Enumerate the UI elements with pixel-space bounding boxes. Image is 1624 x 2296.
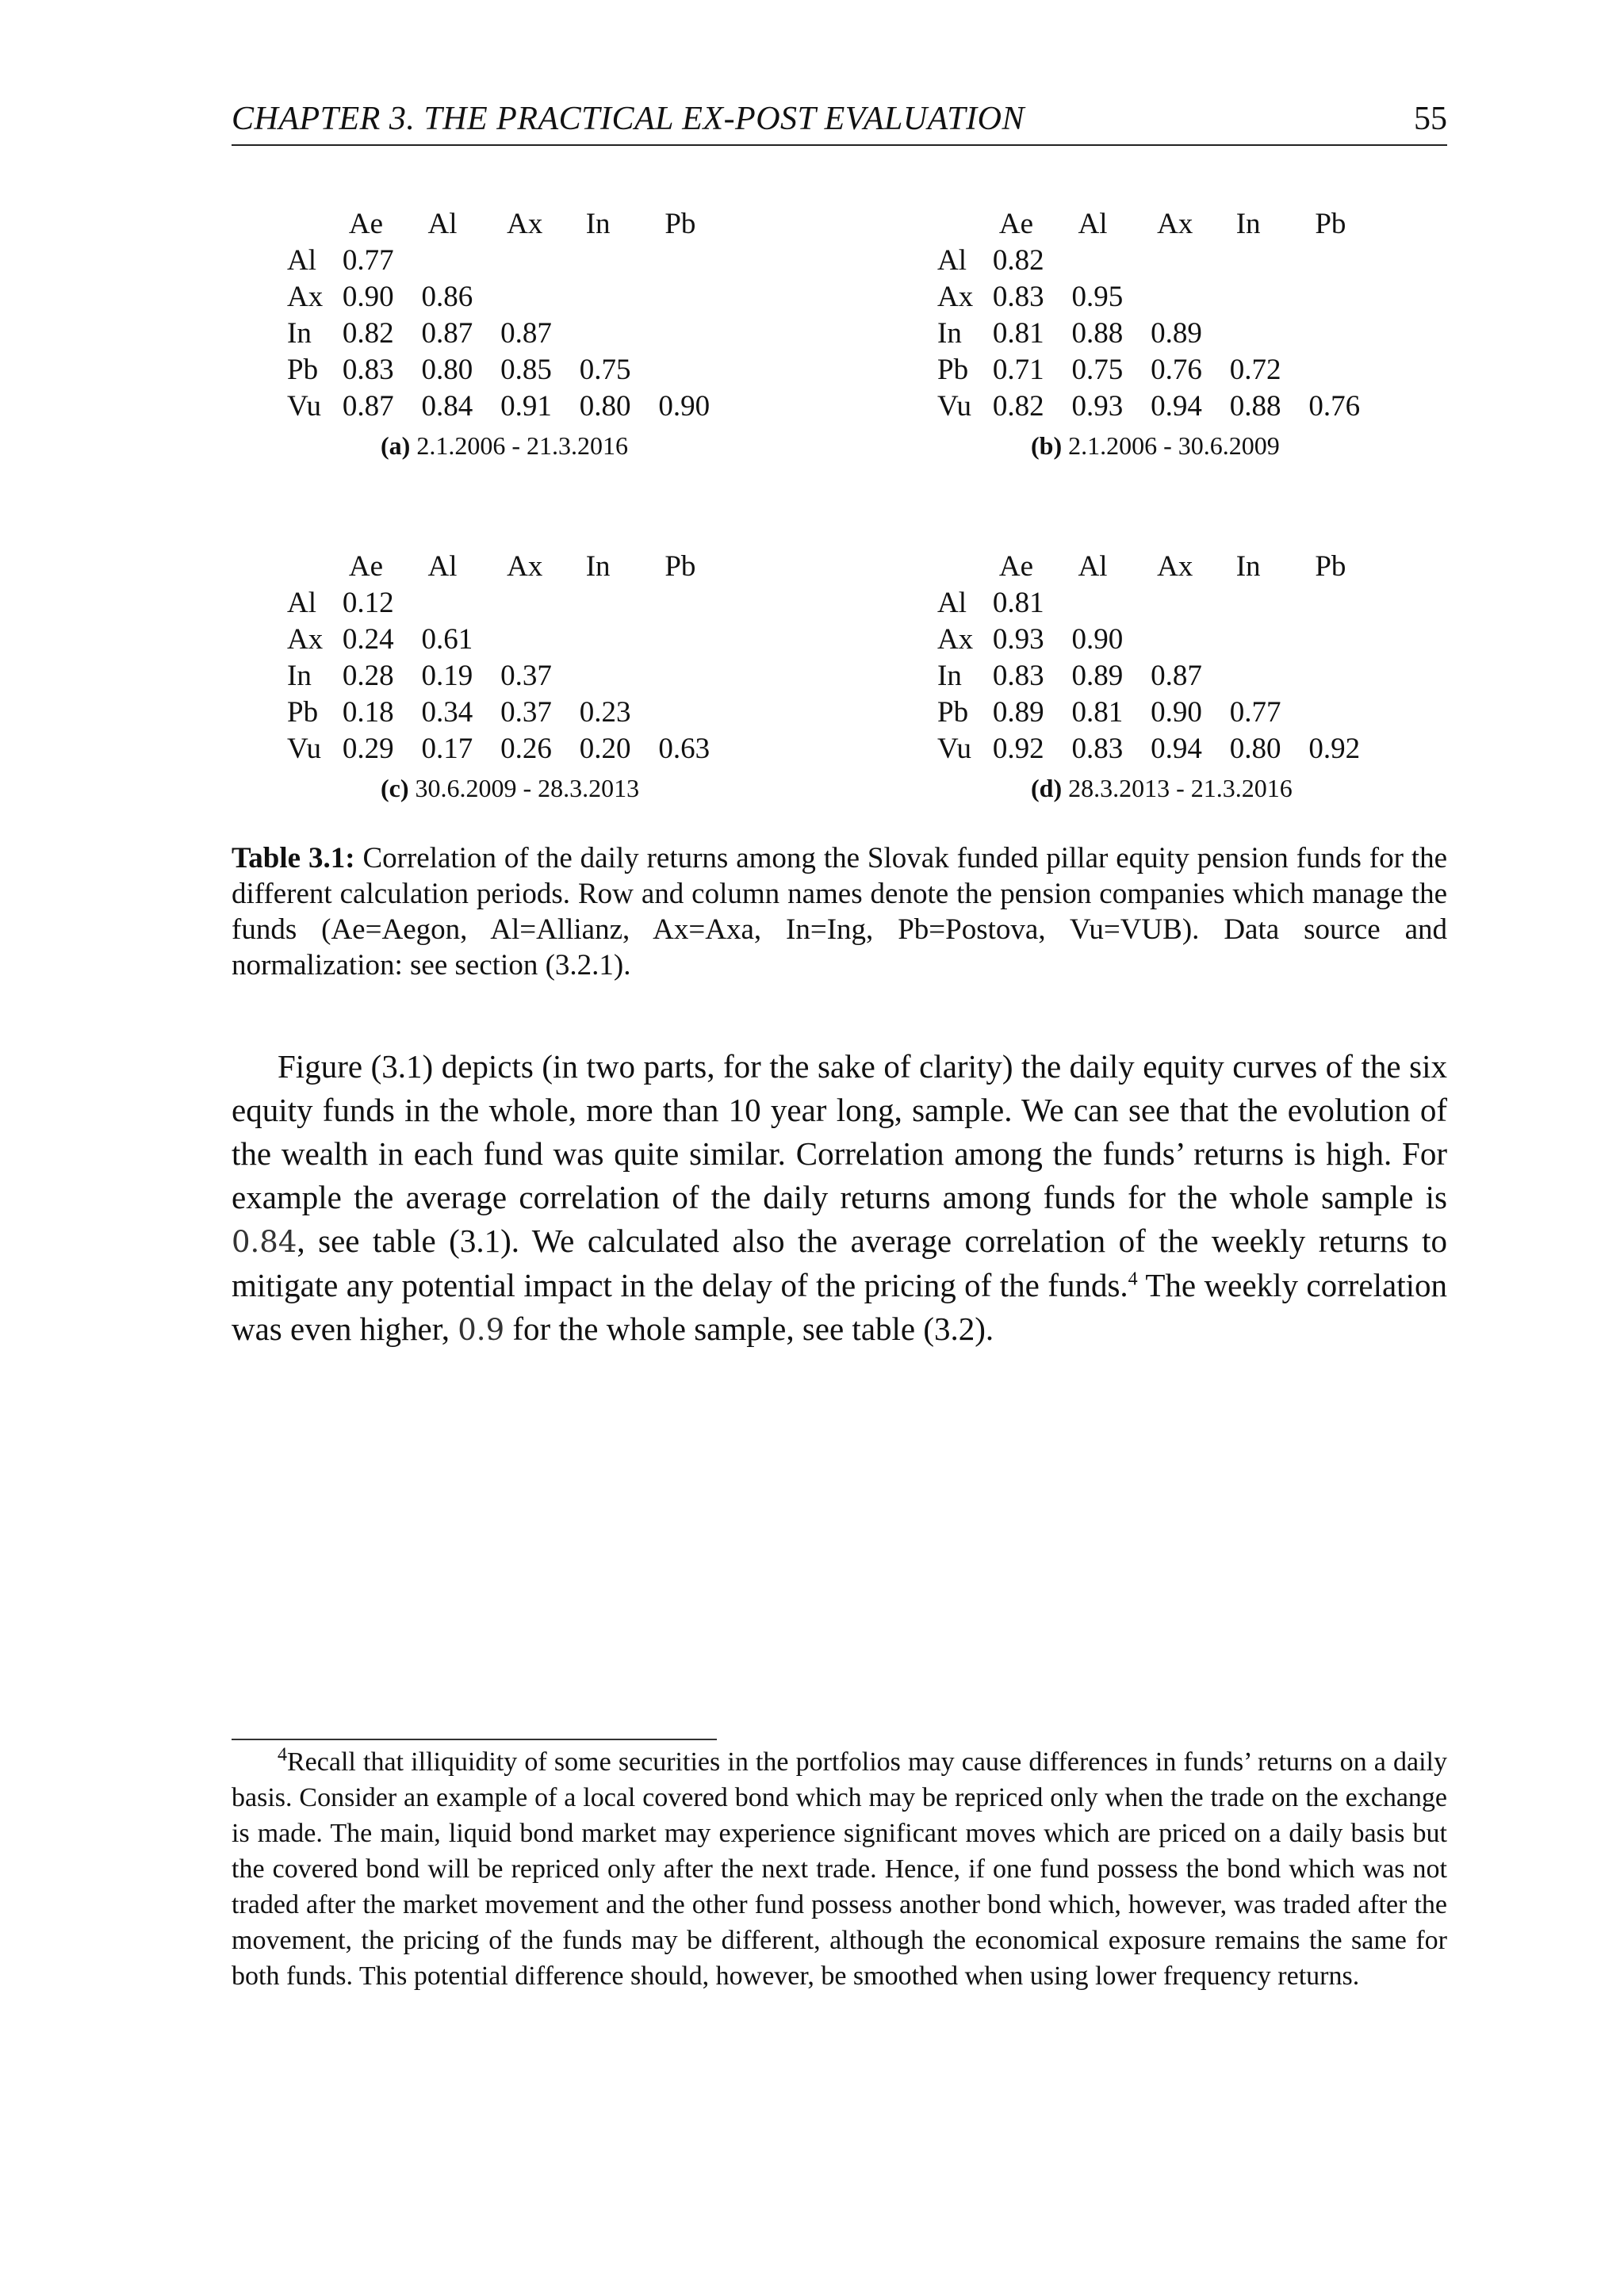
cell <box>1230 243 1309 279</box>
cell: 0.87 <box>1151 660 1202 692</box>
row-header: In <box>287 317 312 350</box>
col-header: Ax <box>1157 208 1193 240</box>
col-header: In <box>585 208 611 240</box>
cell: 0.81 <box>992 587 1044 619</box>
table-caption-label: Table 3.1: <box>232 842 355 874</box>
cell: 0.91 <box>500 390 552 423</box>
row-header: Pb <box>937 354 969 386</box>
cell: 0.90 <box>1151 696 1202 729</box>
table-row <box>880 658 1388 695</box>
table-row <box>230 316 737 352</box>
correlation-table-d <box>880 549 1388 767</box>
cell: 0.84 <box>421 390 473 423</box>
cell: 0.94 <box>1151 733 1202 765</box>
cell: 0.87 <box>500 317 552 350</box>
cell: 0.34 <box>421 696 473 729</box>
cell <box>500 622 580 658</box>
row-header: Al <box>937 587 967 619</box>
column-header-row <box>230 206 737 243</box>
table-row <box>230 279 737 316</box>
cell <box>658 585 737 622</box>
col-header: Ae <box>348 208 383 240</box>
subtable-label: (d) <box>1031 774 1063 802</box>
cell: 0.83 <box>992 281 1044 313</box>
cell <box>1308 243 1388 279</box>
cell: 0.82 <box>342 317 394 350</box>
cell: 0.92 <box>992 733 1044 765</box>
footnote-divider <box>232 1739 717 1740</box>
cell: 0.80 <box>421 354 473 386</box>
cell <box>580 279 659 316</box>
cell: 0.90 <box>342 281 394 313</box>
col-header: Pb <box>665 550 696 583</box>
cell: 0.87 <box>342 390 394 423</box>
table-row <box>880 695 1388 731</box>
cell <box>421 585 500 622</box>
row-header: Ax <box>287 623 324 656</box>
cell <box>500 243 580 279</box>
cell: 0.82 <box>992 390 1044 423</box>
cell <box>1071 243 1151 279</box>
cell <box>1308 695 1388 731</box>
col-header: Al <box>427 208 458 240</box>
body-text-1: Figure (3.1) depicts (in two parts, for the sake of clarity) the daily equity curves of the six equity funds in the whole, more than 10 year long, sample. We can see that the evolution of the wealth in each fund was quite similar. Correlation among the funds’ returns is high. For example the average correlation of the daily returns among funds for the whole sample is <box>232 1048 1447 1215</box>
subtable-d <box>880 549 1388 803</box>
cell <box>421 243 500 279</box>
row-header: Vu <box>937 733 971 765</box>
cell <box>500 279 580 316</box>
subtable-caption <box>880 431 1388 461</box>
subtable-label: (c) <box>381 774 409 802</box>
cell: 0.89 <box>992 696 1044 729</box>
math-value-2: 0.9 <box>458 1313 505 1347</box>
chapter-title: CHAPTER 3. THE PRACTICAL EX-POST EVALUATION <box>232 101 1025 137</box>
cell: 0.89 <box>1071 660 1124 692</box>
table-row <box>230 352 737 388</box>
cell <box>658 695 737 731</box>
correlation-table-c <box>230 549 737 767</box>
footnote-marker[interactable]: 4 <box>1128 1269 1138 1290</box>
col-header: Ax <box>1157 550 1193 583</box>
cell: 0.12 <box>342 587 394 619</box>
footnote <box>232 1744 1447 1994</box>
cell <box>1308 622 1388 658</box>
table-row <box>230 243 737 279</box>
subtable-period: 28.3.2013 - 21.3.2016 <box>1068 774 1293 802</box>
subtable-period: 2.1.2006 - 21.3.2016 <box>416 431 628 460</box>
column-header-row <box>880 549 1388 585</box>
row-header: Pb <box>287 354 319 386</box>
cell <box>1308 585 1388 622</box>
table-row <box>880 316 1388 352</box>
body-text-2: , see table (3.1). We calculated also the average correlation of the weekly returns to mitigate any potential impact in the delay of the pricing of the funds. <box>232 1223 1447 1303</box>
row-header: Al <box>287 587 316 619</box>
cell <box>658 316 737 352</box>
cell: 0.77 <box>342 244 394 277</box>
cell <box>658 279 737 316</box>
column-header-row <box>880 206 1388 243</box>
table-row <box>230 658 737 695</box>
cell <box>580 622 659 658</box>
cell: 0.95 <box>1071 281 1124 313</box>
cell: 0.71 <box>992 354 1044 386</box>
subtable-label: (b) <box>1031 431 1063 460</box>
row-header: Al <box>937 244 967 277</box>
table-row <box>880 279 1388 316</box>
cell: 0.83 <box>342 354 394 386</box>
col-header: Al <box>427 550 458 583</box>
cell <box>1230 585 1309 622</box>
subtable-c <box>230 549 737 803</box>
table-row <box>230 585 737 622</box>
cell <box>1308 352 1388 388</box>
cell <box>1151 243 1230 279</box>
cell <box>1230 316 1309 352</box>
row-header: Al <box>287 244 316 277</box>
subtable-caption <box>230 774 737 803</box>
cell: 0.87 <box>421 317 473 350</box>
row-header: Pb <box>287 696 319 729</box>
table-row <box>230 388 737 425</box>
subtable-b <box>880 206 1388 461</box>
cell: 0.81 <box>992 317 1044 350</box>
table-row <box>880 352 1388 388</box>
cell: 0.94 <box>1151 390 1202 423</box>
col-header: Ax <box>507 550 543 583</box>
column-header-row <box>230 549 737 585</box>
cell: 0.90 <box>1071 623 1124 656</box>
cell: 0.93 <box>1071 390 1124 423</box>
table-row <box>880 388 1388 425</box>
cell: 0.37 <box>500 660 552 692</box>
cell <box>1308 658 1388 695</box>
cell: 0.80 <box>1229 733 1281 765</box>
cell: 0.83 <box>992 660 1044 692</box>
footnote-number: 4 <box>278 1744 287 1766</box>
math-value-1: 0.84 <box>232 1225 297 1259</box>
cell: 0.90 <box>658 390 710 423</box>
col-header: In <box>1235 208 1261 240</box>
cell <box>658 658 737 695</box>
correlation-table-b <box>880 206 1388 425</box>
cell <box>580 243 659 279</box>
col-header: Pb <box>665 208 696 240</box>
col-header: Al <box>1078 550 1108 583</box>
row-header: In <box>937 660 962 692</box>
cell: 0.92 <box>1308 733 1361 765</box>
correlation-table-a <box>230 206 737 425</box>
cell: 0.17 <box>421 733 473 765</box>
cell: 0.93 <box>992 623 1044 656</box>
row-header: Vu <box>287 733 321 765</box>
cell <box>1308 279 1388 316</box>
row-header: Vu <box>287 390 321 423</box>
body-text-3: The weekly correlation was even higher, <box>232 1267 1447 1347</box>
body-text-4: for the whole sample, see table (3.2). <box>504 1311 994 1347</box>
cell <box>1151 279 1230 316</box>
cell: 0.18 <box>342 696 394 729</box>
cell: 0.28 <box>342 660 394 692</box>
col-header: Al <box>1078 208 1108 240</box>
row-header: Ax <box>937 623 974 656</box>
row-header: Vu <box>937 390 971 423</box>
cell <box>1151 585 1230 622</box>
cell: 0.76 <box>1308 390 1361 423</box>
cell <box>658 352 737 388</box>
cell: 0.77 <box>1229 696 1281 729</box>
body-paragraph <box>232 1045 1447 1352</box>
cell: 0.20 <box>579 733 631 765</box>
row-header: In <box>287 660 312 692</box>
row-header: Pb <box>937 696 969 729</box>
footnote-text: Recall that illiquidity of some securities in the portfolios may cause differences in funds’ returns on a daily basis. Consider an example of a local covered bond which may be repriced only when the trade on the exchange is made. The main, liquid bond market may experience significant moves which are priced on a daily basis but the covered bond will be repriced only after the next trade. Hence, if one fund possess the bond which was not traded after the market movement and the other fund possess another bond which, however, was traded after the movement, the pricing of the funds may be different, although the economical exposure remains the same for both funds. This potential difference should, however, be smoothed when using lower frequency returns. <box>232 1747 1447 1991</box>
subtable-a <box>230 206 737 461</box>
cell: 0.26 <box>500 733 552 765</box>
cell: 0.89 <box>1151 317 1202 350</box>
row-header: Ax <box>937 281 974 313</box>
col-header: Ae <box>348 550 383 583</box>
table-row <box>880 731 1388 767</box>
running-header <box>232 100 1447 146</box>
cell <box>1230 658 1309 695</box>
cell <box>658 622 737 658</box>
cell <box>1071 585 1151 622</box>
col-header: Ax <box>507 208 543 240</box>
subtable-period: 2.1.2006 - 30.6.2009 <box>1068 431 1280 460</box>
table-row <box>880 622 1388 658</box>
col-header: Pb <box>1315 550 1346 583</box>
table-row <box>230 622 737 658</box>
table-caption-text: Correlation of the daily returns among the Slovak funded pillar equity pension funds for the different calculation periods. Row and column names denote the pension companies which manage the funds (Ae=Aegon, Al=Allianz, Ax=Axa, In=Ing, Pb=Postova, Vu=VUB). Data source and normalization: see section (3.2.1). <box>232 842 1447 982</box>
table-row <box>880 585 1388 622</box>
cell: 0.75 <box>1071 354 1124 386</box>
cell <box>1308 316 1388 352</box>
cell: 0.85 <box>500 354 552 386</box>
table-row <box>230 731 737 767</box>
table-row <box>880 243 1388 279</box>
row-header: In <box>937 317 962 350</box>
cell: 0.61 <box>421 623 473 656</box>
cell <box>580 316 659 352</box>
col-header: In <box>1235 550 1261 583</box>
cell <box>580 658 659 695</box>
row-header: Ax <box>287 281 324 313</box>
cell: 0.29 <box>342 733 394 765</box>
cell: 0.83 <box>1071 733 1124 765</box>
cell <box>1230 279 1309 316</box>
col-header: Ae <box>998 208 1033 240</box>
cell: 0.24 <box>342 623 394 656</box>
cell: 0.75 <box>579 354 631 386</box>
subtable-caption <box>880 774 1388 803</box>
cell: 0.86 <box>421 281 473 313</box>
cell <box>500 585 580 622</box>
page-number: 55 <box>1414 101 1447 137</box>
subtable-label: (a) <box>381 431 411 460</box>
cell: 0.88 <box>1229 390 1281 423</box>
cell <box>658 243 737 279</box>
cell: 0.72 <box>1229 354 1281 386</box>
col-header: In <box>585 550 611 583</box>
cell: 0.81 <box>1071 696 1124 729</box>
table-caption <box>232 840 1447 983</box>
cell <box>1230 622 1309 658</box>
cell <box>580 585 659 622</box>
cell: 0.23 <box>579 696 631 729</box>
cell: 0.80 <box>579 390 631 423</box>
cell: 0.63 <box>658 733 710 765</box>
table-row <box>230 695 737 731</box>
cell: 0.37 <box>500 696 552 729</box>
subtable-caption <box>230 431 737 461</box>
subtable-period: 30.6.2009 - 28.3.2013 <box>415 774 640 802</box>
cell: 0.82 <box>992 244 1044 277</box>
col-header: Ae <box>998 550 1033 583</box>
cell: 0.76 <box>1151 354 1202 386</box>
cell: 0.19 <box>421 660 473 692</box>
col-header: Pb <box>1315 208 1346 240</box>
cell <box>1151 622 1230 658</box>
cell: 0.88 <box>1071 317 1124 350</box>
